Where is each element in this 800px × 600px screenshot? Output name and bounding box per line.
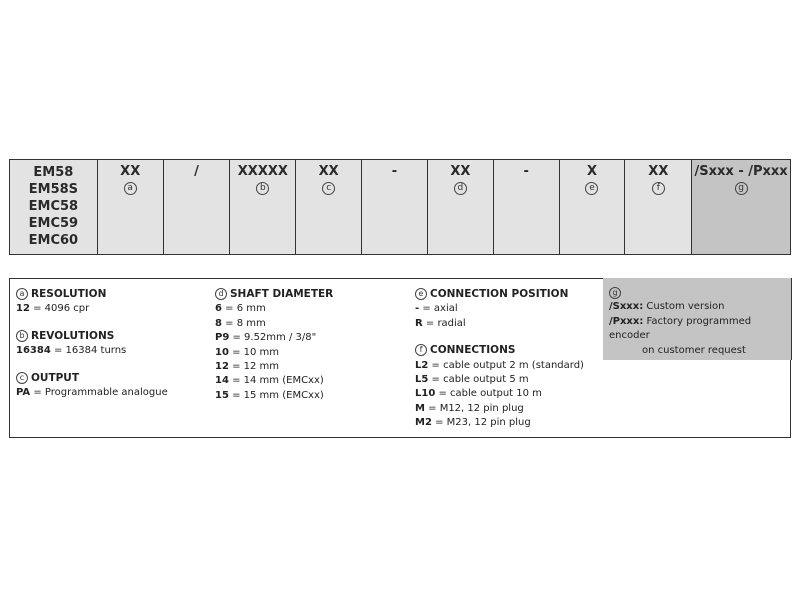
badge-icon: c	[16, 372, 28, 384]
badge-icon: f	[415, 344, 427, 356]
legend-item	[415, 359, 584, 373]
separator-char: /	[194, 164, 199, 179]
model-name: EMC59	[28, 216, 79, 231]
badge-icon: c	[322, 182, 335, 195]
custom-version-note	[603, 278, 792, 360]
model-name: EMC58	[28, 199, 79, 214]
badge-icon: g	[735, 182, 748, 195]
item-key: -	[415, 303, 420, 315]
legend-heading-output	[16, 371, 168, 385]
code-separator	[494, 160, 560, 254]
note-value: Factory programmed encoder	[609, 315, 752, 342]
badge-icon: d	[215, 288, 227, 300]
separator-char: -	[523, 164, 529, 179]
code-placeholder: XX	[450, 164, 471, 179]
legend-item	[16, 386, 168, 400]
legend-heading-revolutions	[16, 329, 168, 343]
legend-item	[215, 360, 333, 374]
code-column-c	[296, 160, 362, 254]
legend-item	[415, 387, 584, 401]
item-key: 16384	[16, 345, 51, 357]
code-placeholder: XX	[120, 164, 141, 179]
badge-icon: f	[652, 182, 665, 195]
legend-heading-connections	[415, 343, 584, 357]
code-column-b	[230, 160, 296, 254]
item-value: = 10 mm	[228, 346, 280, 358]
item-value: = Programmable analogue	[30, 387, 168, 399]
legend-heading-resolution	[16, 287, 168, 301]
badge-icon: e	[415, 288, 427, 300]
note-value: Custom version	[643, 301, 725, 313]
item-key: L10	[415, 388, 436, 400]
note-line	[609, 300, 785, 314]
item-value: = 16384 turns	[50, 345, 127, 357]
item-value: = 4096 cpr	[29, 303, 90, 315]
item-value: = M12, 12 pin plug	[424, 402, 524, 414]
legend-item	[16, 302, 168, 316]
model-name: EM58S	[28, 182, 79, 197]
note-line	[609, 315, 785, 344]
item-key: L5	[415, 374, 429, 386]
legend-heading-connection-position	[415, 287, 584, 301]
legend-heading-shaft-diameter	[215, 287, 333, 301]
item-key: M2	[415, 417, 432, 429]
item-key: 6	[215, 303, 222, 315]
legend-item	[415, 302, 584, 316]
item-value: = M23, 12 pin plug	[431, 417, 531, 429]
badge-icon: b	[16, 330, 28, 342]
heading-label: OUTPUT	[31, 371, 79, 384]
badge-icon: d	[454, 182, 467, 195]
model-list	[10, 160, 98, 254]
item-key: 12	[16, 303, 30, 315]
separator-char: -	[391, 164, 398, 179]
code-column-f	[625, 160, 692, 254]
badge-icon: b	[256, 182, 269, 195]
badge-icon: g	[609, 287, 621, 299]
badge-icon: a	[124, 182, 137, 195]
legend-item	[215, 302, 333, 316]
item-value: = 6 mm	[221, 303, 266, 315]
item-key: 14	[215, 375, 229, 387]
legend-box	[9, 278, 791, 438]
item-key: R	[415, 317, 423, 329]
legend-item	[215, 389, 333, 403]
badge-icon: a	[16, 288, 28, 300]
code-separator	[164, 160, 231, 254]
item-key: 15	[215, 389, 229, 401]
item-value: = cable output 10 m	[435, 388, 542, 400]
item-value: = 14 mm (EMCxx)	[228, 375, 324, 387]
note-line: on customer request	[642, 344, 746, 356]
badge-icon: e	[585, 182, 598, 195]
legend-column-3	[415, 287, 584, 431]
code-placeholder: XX	[318, 164, 339, 179]
legend-item	[215, 346, 333, 360]
item-key: 8	[215, 317, 222, 329]
item-value: = radial	[422, 317, 466, 329]
item-value: = 12 mm	[228, 361, 280, 373]
model-name: EMC60	[28, 233, 79, 248]
code-column-e	[560, 160, 626, 254]
code-placeholder: X	[586, 164, 597, 179]
order-code-table	[9, 159, 791, 255]
heading-label: REVOLUTIONS	[31, 329, 115, 342]
item-key: L2	[415, 359, 429, 371]
item-key: PA	[16, 387, 31, 399]
item-value: = 15 mm (EMCxx)	[228, 389, 324, 401]
legend-item	[215, 317, 333, 331]
note-key: /Pxxx:	[609, 315, 644, 327]
heading-label: CONNECTION POSITION	[430, 288, 569, 300]
legend-item	[415, 317, 584, 331]
item-value: = cable output 2 m (standard)	[428, 359, 584, 371]
legend-item	[415, 373, 584, 387]
code-placeholder: /Sxxx - /Pxxx	[694, 164, 788, 179]
item-key: M	[415, 402, 425, 414]
legend-column-1	[16, 287, 168, 400]
item-value: = axial	[419, 303, 458, 315]
item-key: 12	[215, 361, 229, 373]
code-separator	[362, 160, 428, 254]
heading-label: CONNECTIONS	[430, 344, 516, 357]
code-placeholder: XXXXX	[237, 164, 288, 179]
legend-column-2	[215, 287, 333, 403]
code-column-d	[428, 160, 494, 254]
legend-item	[16, 344, 168, 358]
code-placeholder: XX	[648, 164, 669, 179]
legend-item	[215, 331, 333, 345]
heading-label: RESOLUTION	[31, 288, 107, 300]
code-column-g	[692, 160, 790, 254]
item-value: = 8 mm	[221, 317, 266, 329]
legend-item	[415, 402, 584, 416]
code-column-a	[98, 160, 164, 254]
item-value: = cable output 5 m	[428, 374, 529, 386]
item-value: = 9.52mm / 3/8"	[229, 332, 317, 344]
item-key: P9	[215, 332, 230, 344]
legend-item	[415, 416, 584, 430]
heading-label: SHAFT DIAMETER	[230, 288, 334, 300]
item-key: 10	[215, 346, 229, 358]
model-name: EM58	[33, 165, 74, 180]
note-key: /Sxxx:	[609, 301, 644, 313]
legend-item	[215, 374, 333, 388]
